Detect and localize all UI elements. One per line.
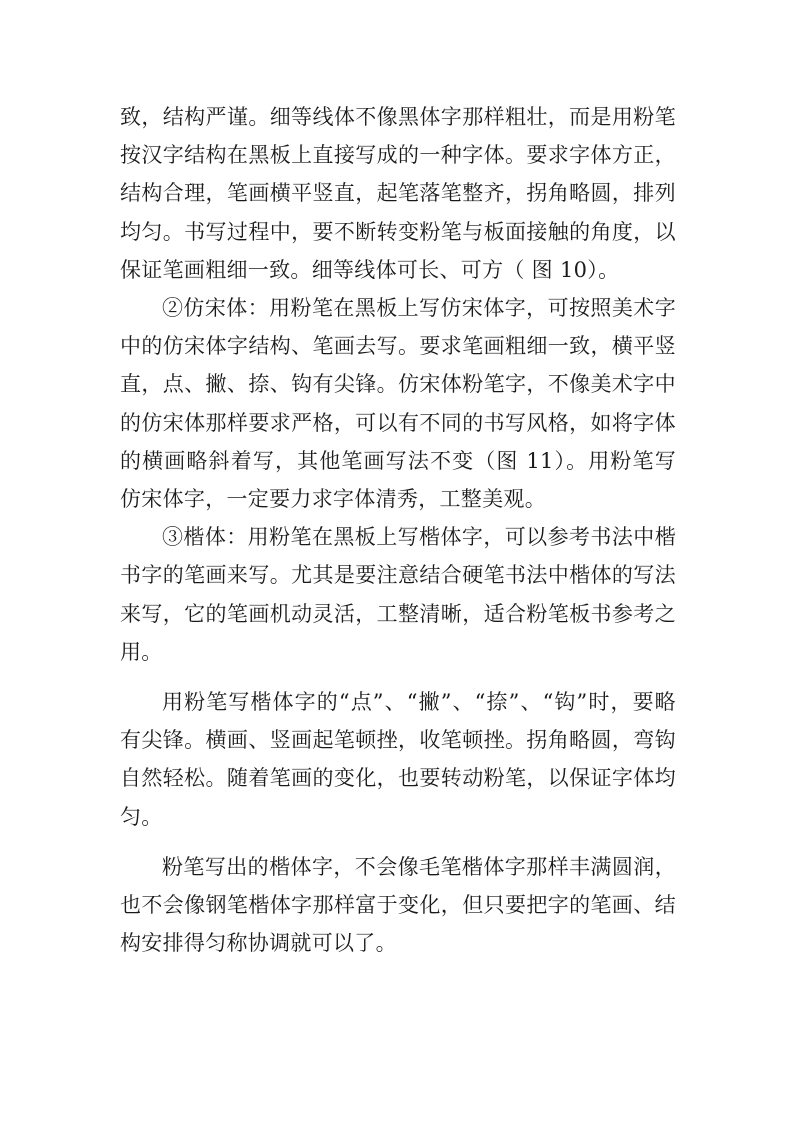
body-text — [120, 98, 676, 962]
paragraph-kaiti-comparison: 粉笔写出的楷体字，不会像毛笔楷体字那样丰满圆润，也不会像钢笔楷体字那样富于变化，但只要把字的笔画、结构安排得匀称协调就可以了。 — [120, 854, 676, 956]
paragraph-thin-line-style: 致，结构严谨。细等线体不像黑体字那样粗壮，而是用粉笔按汉字结构在黑板上直接写成的一种字体。要求字体方正，结构合理，笔画横平竖直，起笔落笔整齐，拐角略圆，排列均匀。书写过程中，要不断转变粉笔与板面接触的角度，以保证笔画粗细一致。细等线体可长、可方（ 图 10）。 — [120, 105, 676, 282]
paragraph-fangsong-style: ②仿宋体：用粉笔在黑板上写仿宋体字，可按照美术字中的仿宋体字结构、笔画去写。要求笔画粗细一致，横平竖直，点、撇、捺、钩有尖锋。仿宋体粉笔字，不像美术字中的仿宋体那样要求严格，可以有不同的书写风格，如将字体的横画略斜着写，其他笔画写法不变（图 11）。用粉笔写仿宋体字，一定要力求字体清秀，工整美观。 — [120, 296, 676, 512]
paragraph-kaiti-strokes: 用粉笔写楷体字的“点”、“撇”、“捺”、“钩”时，要略有尖锋。横画、竖画起笔顿挫，收笔顿挫。拐角略圆，弯钩自然轻松。随着笔画的变化，也要转动粉笔，以保证字体均匀。 — [120, 690, 676, 829]
paragraph-kaiti-style: ③楷体：用粉笔在黑板上写楷体字，可以参考书法中楷书字的笔画来写。尤其是要注意结合硬笔书法中楷体的写法来写，它的笔画机动灵活，工整清晰，适合粉笔板书参考之用。 — [120, 525, 676, 664]
